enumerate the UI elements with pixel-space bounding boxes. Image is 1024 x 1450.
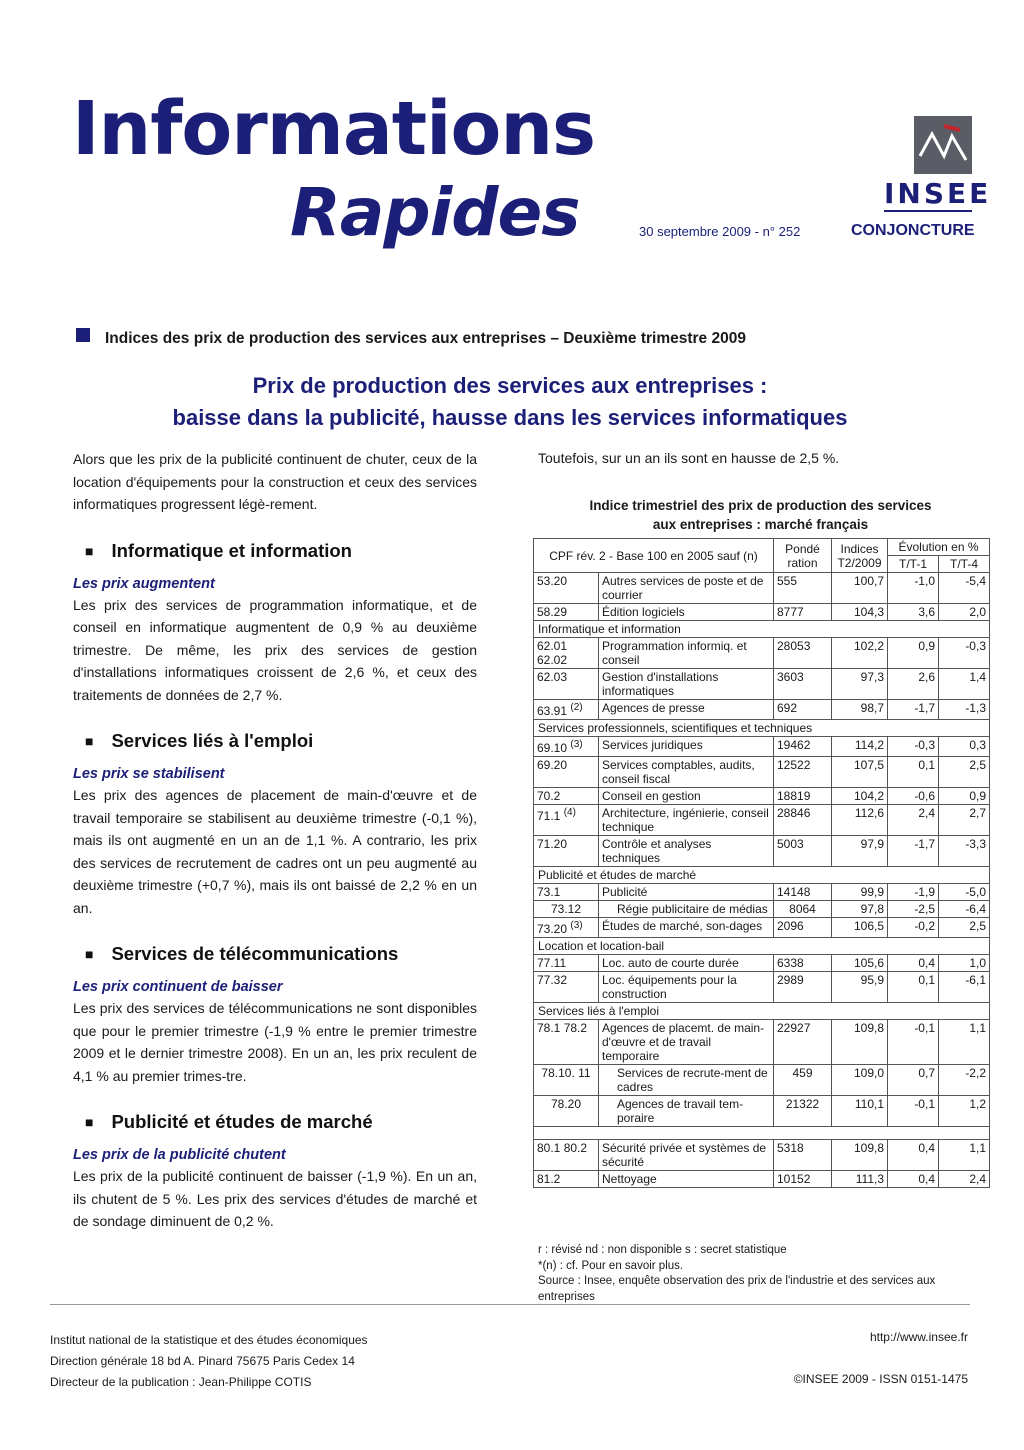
cell-ponderation: 6338	[774, 955, 832, 972]
price-index-table	[533, 538, 990, 1188]
cell-tt4: 1,4	[939, 669, 990, 700]
section-subtitle: Les prix augmentent	[73, 575, 215, 592]
bullet-icon: ■	[85, 1114, 94, 1130]
masthead-title-informations: Informations	[72, 86, 596, 172]
cell-tt1: 0,9	[888, 638, 939, 669]
cell-code	[534, 805, 599, 836]
cell-ponderation: 22927	[774, 1020, 832, 1065]
cell-ponderation: 5003	[774, 836, 832, 867]
divider	[884, 210, 972, 212]
section-title	[85, 730, 477, 752]
cell-label: Services juridiques	[599, 737, 774, 757]
cell-tt4: 2,4	[939, 1171, 990, 1188]
cell-index: 97,8	[832, 901, 888, 918]
cell-label: Loc. équipements pour la construction	[599, 972, 774, 1003]
cell-index: 95,9	[832, 972, 888, 1003]
section-title-text: Informatique et information	[111, 539, 352, 561]
cell-ponderation: 21322	[774, 1096, 832, 1127]
table-row	[534, 788, 990, 805]
cell-ponderation: 5318	[774, 1140, 832, 1171]
cell-index: 104,3	[832, 604, 888, 621]
header-tt4: T/T-4	[939, 556, 990, 573]
cell-label: Architecture, ingénierie, conseil technique	[599, 805, 774, 836]
cell-index: 104,2	[832, 788, 888, 805]
cell-ponderation: 8064	[774, 901, 832, 918]
table-row	[534, 638, 990, 669]
cell-label: Programmation informiq. et conseil	[599, 638, 774, 669]
table-section-row	[534, 1003, 990, 1020]
cell-tt4: 0,3	[939, 737, 990, 757]
cell-index: 97,9	[832, 836, 888, 867]
cell-index: 105,6	[832, 955, 888, 972]
section-label: Informatique et information	[534, 621, 990, 638]
cell-label: Agences de placemt. de main-d'œuvre et de travail temporaire	[599, 1020, 774, 1065]
footnote-mark: (3)	[570, 920, 583, 931]
cell-ponderation: 3603	[774, 669, 832, 700]
cell-label: Services de recrute-ment de cadres	[599, 1065, 774, 1096]
header-evolution: Évolution en %	[888, 539, 990, 556]
cell-tt1: -0,1	[888, 1020, 939, 1065]
issue-date: 30 septembre 2009 - n° 252	[639, 224, 801, 239]
cell-code: 81.2	[534, 1171, 599, 1188]
cell-tt4: -6,4	[939, 901, 990, 918]
section-title-text: Services liés à l'emploi	[111, 730, 314, 751]
table-notes	[538, 1243, 978, 1305]
cell-code: 78.20	[534, 1096, 599, 1127]
note-line: Source : Insee, enquête observation des prix de l'industrie et des services aux entreprises	[538, 1275, 936, 1303]
cell-tt4: 2,5	[939, 757, 990, 788]
cell-code	[534, 700, 599, 720]
cell-ponderation: 2989	[774, 972, 832, 1003]
cell-label: Gestion d'installations informatiques	[599, 669, 774, 700]
footer-line: Direction générale 18 bd A. Pinard 75675 Paris Cedex 14	[50, 1354, 355, 1368]
square-bullet-icon	[76, 328, 90, 342]
table-section-row	[534, 938, 990, 955]
spacer-cell	[534, 1127, 990, 1140]
cell-ponderation: 14148	[774, 884, 832, 901]
section-title	[85, 943, 477, 965]
cell-index: 111,3	[832, 1171, 888, 1188]
cell-index: 114,2	[832, 737, 888, 757]
bullet-icon: ■	[85, 542, 94, 559]
cell-tt4: 2,0	[939, 604, 990, 621]
cell-label: Publicité	[599, 884, 774, 901]
section-subtitle: Les prix se stabilisent	[73, 766, 225, 782]
header-tt1: T/T-1	[888, 556, 939, 573]
cell-tt4: -6,1	[939, 972, 990, 1003]
header-ponderation: Pondé ration	[774, 539, 832, 573]
cell-ponderation: 2096	[774, 918, 832, 938]
header-indices: Indices T2/2009	[832, 539, 888, 573]
cell-tt4: -2,2	[939, 1065, 990, 1096]
footnote-mark: (2)	[570, 702, 583, 713]
section-paragraph: Les prix des agences de placement de main-d'œuvre et de travail temporaire se stabilisent au deuxième trimestre (-0,1 %), mais ils ont augmenté en un an de 1,1 %. A contrario, les prix des services de recrutement de cadres ont un peu augmenté au deuxième trimestre (+0,7 %), mais ils ont baissé de 2,2 % en un an.	[73, 787, 477, 916]
cell-label: Sécurité privée et systèmes de sécurité	[599, 1140, 774, 1171]
section-label: Location et location-bail	[534, 938, 990, 955]
headline-line-1: Prix de production des services aux entreprises :	[252, 373, 768, 398]
table-caption-line-2: aux entreprises : marché français	[652, 517, 869, 532]
footer-line: Directeur de la publication : Jean-Philippe COTIS	[50, 1375, 312, 1389]
code-text: 71.1	[537, 809, 561, 823]
cell-code: 58.29	[534, 604, 599, 621]
cell-label: Autres services de poste et de courrier	[599, 573, 774, 604]
cell-tt4: 2,7	[939, 805, 990, 836]
right-column-text: Toutefois, sur un an ils sont en hausse de 2,5 %.	[538, 450, 840, 466]
cell-code: 73.12	[534, 901, 599, 918]
footer-divider	[50, 1304, 970, 1305]
cell-tt1: 0,4	[888, 1140, 939, 1171]
cell-code: 78.1 78.2	[534, 1020, 599, 1065]
headline	[80, 370, 940, 434]
table-row	[534, 805, 990, 836]
cell-tt4: -5,0	[939, 884, 990, 901]
section-paragraph: Les prix des services de télécommunications ne sont disponibles que pour le premier trimestre (-1,9 % entre le premier trimestre 2009 et le dernier trimestre 2008). En un an, les prix reculent de 4,1 % au premier trimes-tre.	[73, 1000, 477, 1084]
table-row	[534, 901, 990, 918]
section-paragraph: Les prix de la publicité continuent de baisser (-1,9 %). En un an, ils chutent de 5 %. Les prix des services d'études de marché et de sondage diminuent de 0,2 %.	[73, 1168, 477, 1229]
cell-index: 106,5	[832, 918, 888, 938]
insee-wordmark: INSEE	[884, 177, 992, 210]
cell-code: 80.1 80.2	[534, 1140, 599, 1171]
cell-tt4: 1,0	[939, 955, 990, 972]
table-section-row	[534, 621, 990, 638]
cell-tt4: -5,4	[939, 573, 990, 604]
section-paragraph: Les prix des services de programmation informatique, et de conseil en informatique augmentent de 0,9 % au deuxième trimestre. De même, les prix des services de gestion d'installations informatiques croissent de 2,6 %, et ceux des traitements de données de 2,7 %.	[73, 596, 477, 703]
cell-index: 102,2	[832, 638, 888, 669]
cell-ponderation: 28053	[774, 638, 832, 669]
cell-tt4: 2,5	[939, 918, 990, 938]
cell-code: 78.10. 11	[534, 1065, 599, 1096]
cell-ponderation: 19462	[774, 737, 832, 757]
cell-tt1: 0,1	[888, 757, 939, 788]
cell-tt1: -1,0	[888, 573, 939, 604]
subject-line: Indices des prix de production des services aux entreprises – Deuxième trimestre 2009	[105, 330, 746, 347]
cell-label: Régie publicitaire de médias	[599, 901, 774, 918]
cell-code	[534, 918, 599, 938]
footer-url-link[interactable]: http://www.insee.fr	[869, 1330, 968, 1344]
header-cpf: CPF rév. 2 - Base 100 en 2005 sauf (n)	[534, 539, 774, 573]
cell-ponderation: 459	[774, 1065, 832, 1096]
cell-code: 71.20	[534, 836, 599, 867]
cell-tt4: 1,2	[939, 1096, 990, 1127]
section-title	[85, 540, 477, 562]
table-row	[534, 836, 990, 867]
section-label: Services professionnels, scientifiques et techniques	[534, 720, 990, 737]
table-row	[534, 1140, 990, 1171]
cell-tt1: -1,7	[888, 836, 939, 867]
cell-label: Agences de travail tem-poraire	[599, 1096, 774, 1127]
footer-address	[50, 1330, 368, 1393]
cell-label: Nettoyage	[599, 1171, 774, 1188]
bullet-icon: ■	[85, 946, 94, 962]
note-line: r : révisé nd : non disponible s : secret statistique	[538, 1244, 787, 1256]
cell-tt1: 2,6	[888, 669, 939, 700]
section-label: Services liés à l'emploi	[534, 1003, 990, 1020]
cell-ponderation: 28846	[774, 805, 832, 836]
cell-ponderation: 18819	[774, 788, 832, 805]
cell-tt1: -0,1	[888, 1096, 939, 1127]
table-section-row	[534, 867, 990, 884]
cell-label: Conseil en gestion	[599, 788, 774, 805]
cell-ponderation: 692	[774, 700, 832, 720]
table-row	[534, 918, 990, 938]
cell-tt4: -3,3	[939, 836, 990, 867]
cell-code: 62.01 62.02	[534, 638, 599, 669]
series-label: CONJONCTURE	[851, 222, 975, 239]
cell-label: Contrôle et analyses techniques	[599, 836, 774, 867]
cell-ponderation: 10152	[774, 1171, 832, 1188]
cell-tt1: 0,4	[888, 1171, 939, 1188]
cell-code: 53.20	[534, 573, 599, 604]
section-subtitle: Les prix continuent de baisser	[73, 979, 283, 995]
cell-tt1: -0,3	[888, 737, 939, 757]
section-label: Publicité et études de marché	[534, 867, 990, 884]
cell-label: Loc. auto de courte durée	[599, 955, 774, 972]
table-row	[534, 604, 990, 621]
cell-index: 109,8	[832, 1020, 888, 1065]
cell-tt1: -0,2	[888, 918, 939, 938]
cell-tt1: 0,4	[888, 955, 939, 972]
masthead-title-rapides: Rapides	[290, 174, 580, 251]
cell-tt1: 0,1	[888, 972, 939, 1003]
cell-index: 109,8	[832, 1140, 888, 1171]
table-caption	[533, 496, 988, 534]
cell-code: 62.03	[534, 669, 599, 700]
cell-ponderation: 12522	[774, 757, 832, 788]
cell-code: 70.2	[534, 788, 599, 805]
table-row	[534, 1171, 990, 1188]
table-caption-line-1: Indice trimestriel des prix de production des services	[589, 498, 932, 513]
footnote-mark: (4)	[563, 807, 576, 818]
section-title	[85, 1111, 477, 1133]
section-title-text: Publicité et études de marché	[111, 1111, 373, 1132]
cell-index: 99,9	[832, 884, 888, 901]
table-spacer-row	[534, 1127, 990, 1140]
insee-logo-icon	[914, 116, 972, 174]
bullet-icon: ■	[85, 733, 94, 749]
cell-index: 98,7	[832, 700, 888, 720]
cell-tt4: -0,3	[939, 638, 990, 669]
cell-tt1: -1,9	[888, 884, 939, 901]
cell-label: Études de marché, son-dages	[599, 918, 774, 938]
cell-label: Édition logiciels	[599, 604, 774, 621]
table-header-row	[534, 539, 990, 556]
table-row	[534, 669, 990, 700]
table-row	[534, 700, 990, 720]
cell-code	[534, 737, 599, 757]
table-row	[534, 737, 990, 757]
table-row	[534, 573, 990, 604]
section-title-text: Services de télécommunications	[111, 943, 399, 964]
cell-index: 110,1	[832, 1096, 888, 1127]
cell-ponderation: 555	[774, 573, 832, 604]
left-column	[73, 448, 477, 1233]
table-row	[534, 1096, 990, 1127]
cell-ponderation: 8777	[774, 604, 832, 621]
cell-label: Agences de presse	[599, 700, 774, 720]
footer-line: Institut national de la statistique et des études économiques	[50, 1333, 368, 1347]
note-line: *(n) : cf. Pour en savoir plus.	[538, 1259, 684, 1272]
cell-tt1: -1,7	[888, 700, 939, 720]
table-row	[534, 1065, 990, 1096]
cell-tt1: -0,6	[888, 788, 939, 805]
cell-code: 73.1	[534, 884, 599, 901]
cell-tt1: 3,6	[888, 604, 939, 621]
cell-index: 109,0	[832, 1065, 888, 1096]
cell-tt4: 1,1	[939, 1020, 990, 1065]
code-text: 69.10	[537, 741, 568, 755]
code-text: 73.20	[537, 922, 568, 936]
table-row	[534, 1020, 990, 1065]
table-row	[534, 955, 990, 972]
table-section-row	[534, 720, 990, 737]
footer-copyright: ©INSEE 2009 - ISSN 0151-1475	[793, 1372, 968, 1386]
table-row	[534, 972, 990, 1003]
section-subtitle: Les prix de la publicité chutent	[73, 1147, 286, 1163]
cell-tt1: 0,7	[888, 1065, 939, 1096]
cell-tt1: 2,4	[888, 805, 939, 836]
cell-index: 97,3	[832, 669, 888, 700]
cell-code: 77.32	[534, 972, 599, 1003]
code-text: 63.91	[537, 704, 568, 718]
cell-index: 107,5	[832, 757, 888, 788]
headline-line-2: baisse dans la publicité, hausse dans les services informatiques	[172, 405, 848, 430]
cell-tt4: 0,9	[939, 788, 990, 805]
cell-tt1: -2,5	[888, 901, 939, 918]
footnote-mark: (3)	[570, 739, 583, 750]
cell-code: 69.20	[534, 757, 599, 788]
cell-tt4: -1,3	[939, 700, 990, 720]
cell-code: 77.11	[534, 955, 599, 972]
table-row	[534, 757, 990, 788]
cell-tt4: 1,1	[939, 1140, 990, 1171]
cell-index: 100,7	[832, 573, 888, 604]
cell-label: Services comptables, audits, conseil fiscal	[599, 757, 774, 788]
intro-paragraph: Alors que les prix de la publicité continuent de chuter, ceux de la location d'équipements pour la construction et ceux des services informatiques progressent légè-rement.	[73, 451, 477, 512]
table-row	[534, 884, 990, 901]
cell-index: 112,6	[832, 805, 888, 836]
